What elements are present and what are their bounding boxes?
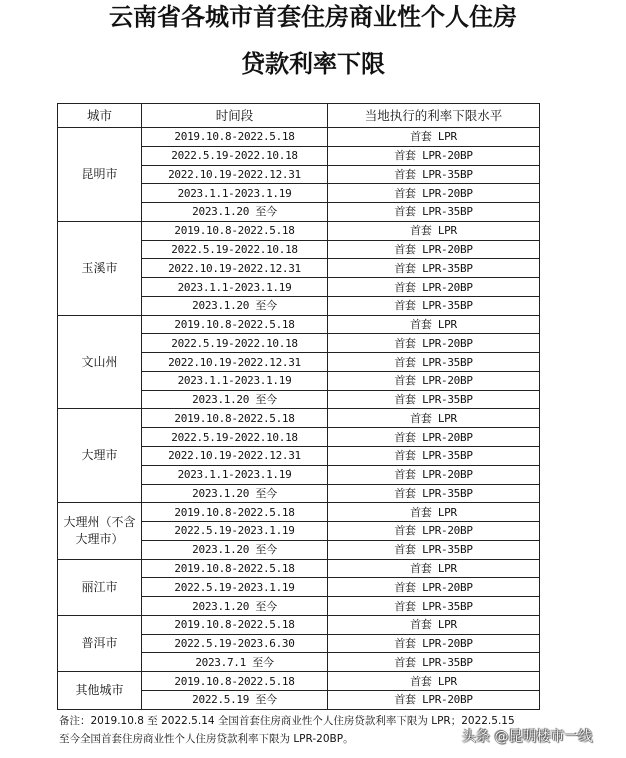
- rate-cell: 首套 LPR-35BP: [328, 259, 540, 278]
- rate-cell: 首套 LPR: [328, 559, 540, 578]
- header-city: 城市: [58, 104, 142, 128]
- rate-cell: 首套 LPR: [328, 615, 540, 634]
- table-row: [58, 503, 540, 522]
- period-cell: 2022.5.19-2023.6.30: [142, 634, 328, 653]
- city-cell: 其他城市: [58, 672, 142, 710]
- rate-cell: 首套 LPR-35BP: [328, 296, 540, 315]
- rate-cell: 首套 LPR-20BP: [328, 465, 540, 484]
- watermark: 头条 @昆明楼市一线: [462, 729, 593, 745]
- table-body: [58, 128, 540, 710]
- city-cell: 玉溪市: [58, 221, 142, 315]
- period-cell: 2019.10.8-2022.5.18: [142, 409, 328, 428]
- period-cell: 2022.5.19-2022.10.18: [142, 146, 328, 165]
- period-cell: 2023.1.20 至今: [142, 484, 328, 503]
- rate-cell: 首套 LPR-20BP: [328, 278, 540, 297]
- period-cell: 2023.7.1 至今: [142, 653, 328, 672]
- city-cell: 大理州（不含大理市）: [58, 503, 142, 559]
- rate-cell: 首套 LPR: [328, 128, 540, 147]
- period-cell: 2023.1.20 至今: [142, 296, 328, 315]
- period-cell: 2019.10.8-2022.5.18: [142, 559, 328, 578]
- rate-cell: 首套 LPR-35BP: [328, 597, 540, 616]
- rate-cell: 首套 LPR: [328, 221, 540, 240]
- period-cell: 2022.10.19-2022.12.31: [142, 165, 328, 184]
- rate-table: [57, 103, 540, 710]
- rate-cell: 首套 LPR-20BP: [328, 371, 540, 390]
- period-cell: 2023.1.1-2023.1.19: [142, 278, 328, 297]
- rate-cell: 首套 LPR-20BP: [328, 334, 540, 353]
- footnote-line-1: 备注：2019.10.8 至 2022.5.14 全国首套住房商业性个人住房贷款利率下限为 LPR；2022.5.15: [59, 715, 515, 727]
- rate-cell: 首套 LPR: [328, 409, 540, 428]
- rate-cell: 首套 LPR: [328, 315, 540, 334]
- rate-cell: 首套 LPR-20BP: [328, 522, 540, 541]
- rate-cell: 首套 LPR-20BP: [328, 578, 540, 597]
- period-cell: 2019.10.8-2022.5.18: [142, 503, 328, 522]
- rate-cell: 首套 LPR-20BP: [328, 690, 540, 709]
- period-cell: 2022.10.19-2022.12.31: [142, 447, 328, 466]
- table-row: [58, 409, 540, 428]
- rate-cell: 首套 LPR-35BP: [328, 203, 540, 222]
- period-cell: 2023.1.1-2023.1.19: [142, 371, 328, 390]
- document-title-line-1: 云南省各城市首套住房商业性个人住房: [109, 2, 517, 31]
- table-row: [58, 615, 540, 634]
- period-cell: 2022.5.19-2022.10.18: [142, 334, 328, 353]
- rate-cell: 首套 LPR-35BP: [328, 165, 540, 184]
- rate-cell: 首套 LPR: [328, 503, 540, 522]
- period-cell: 2019.10.8-2022.5.18: [142, 221, 328, 240]
- period-cell: 2022.5.19-2022.10.18: [142, 240, 328, 259]
- period-cell: 2023.1.20 至今: [142, 203, 328, 222]
- document-title-line-2: 贷款利率下限: [241, 49, 385, 78]
- rate-cell: 首套 LPR-20BP: [328, 184, 540, 203]
- period-cell: 2022.5.19-2023.1.19: [142, 578, 328, 597]
- period-cell: 2023.1.20 至今: [142, 390, 328, 409]
- period-cell: 2019.10.8-2022.5.18: [142, 128, 328, 147]
- period-cell: 2019.10.8-2022.5.18: [142, 315, 328, 334]
- period-cell: 2019.10.8-2022.5.18: [142, 672, 328, 691]
- table-row: [58, 315, 540, 334]
- period-cell: 2023.1.20 至今: [142, 597, 328, 616]
- header-period: 时间段: [142, 104, 328, 128]
- city-cell: 文山州: [58, 315, 142, 409]
- rate-cell: 首套 LPR-20BP: [328, 428, 540, 447]
- rate-cell: 首套 LPR-35BP: [328, 353, 540, 372]
- period-cell: 2022.10.19-2022.12.31: [142, 353, 328, 372]
- rate-cell: 首套 LPR-35BP: [328, 390, 540, 409]
- period-cell: 2022.5.19-2022.10.18: [142, 428, 328, 447]
- rate-cell: 首套 LPR-20BP: [328, 146, 540, 165]
- table-row: [58, 128, 540, 147]
- rate-cell: 首套 LPR-35BP: [328, 653, 540, 672]
- city-cell: 昆明市: [58, 128, 142, 222]
- table-header-row: [58, 104, 540, 128]
- period-cell: 2022.10.19-2022.12.31: [142, 259, 328, 278]
- table-row: [58, 672, 540, 691]
- rate-cell: 首套 LPR-20BP: [328, 634, 540, 653]
- table-row: [58, 559, 540, 578]
- period-cell: 2023.1.1-2023.1.19: [142, 465, 328, 484]
- rate-cell: 首套 LPR-35BP: [328, 540, 540, 559]
- header-rate: 当地执行的利率下限水平: [328, 104, 540, 128]
- rate-cell: 首套 LPR-35BP: [328, 484, 540, 503]
- rate-cell: 首套 LPR-35BP: [328, 447, 540, 466]
- city-cell: 普洱市: [58, 615, 142, 671]
- period-cell: 2023.1.20 至今: [142, 540, 328, 559]
- period-cell: 2022.5.19-2023.1.19: [142, 522, 328, 541]
- rate-cell: 首套 LPR-20BP: [328, 240, 540, 259]
- period-cell: 2023.1.1-2023.1.19: [142, 184, 328, 203]
- table-row: [58, 221, 540, 240]
- city-cell: 丽江市: [58, 559, 142, 615]
- period-cell: 2019.10.8-2022.5.18: [142, 615, 328, 634]
- footnote-line-2: 至今全国首套住房商业性个人住房贷款利率下限为 LPR-20BP。: [59, 733, 354, 745]
- rate-cell: 首套 LPR: [328, 672, 540, 691]
- period-cell: 2022.5.19 至今: [142, 690, 328, 709]
- city-cell: 大理市: [58, 409, 142, 503]
